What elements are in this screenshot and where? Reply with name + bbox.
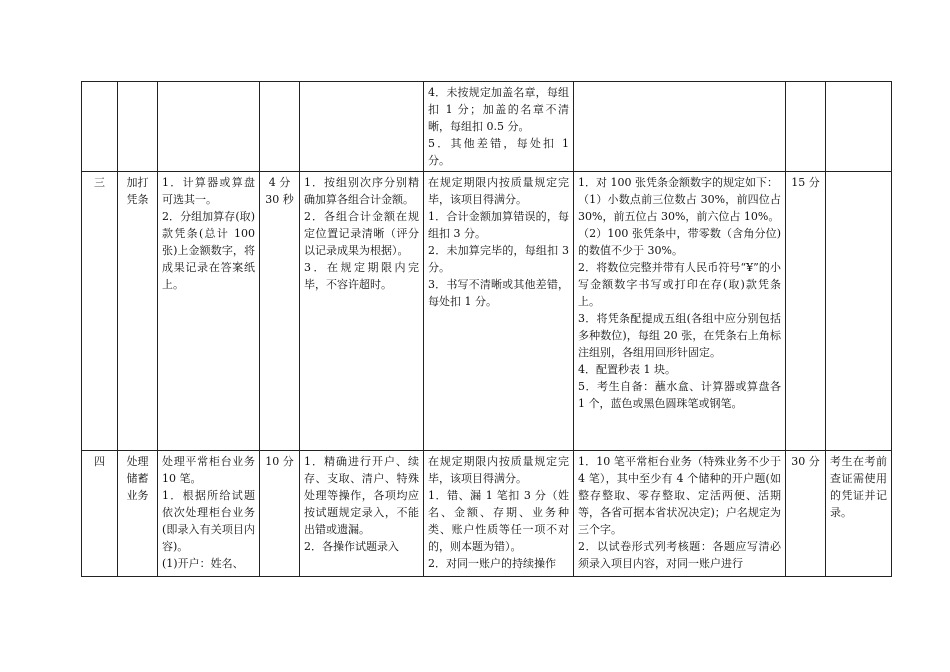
deduction-cell — [424, 82, 574, 172]
deduction-line: 2．未加算完毕的，每组扣 3 分。 — [428, 244, 569, 274]
score: 15 分 — [786, 172, 826, 451]
deduction-line: 在规定期限内按质量规定完毕，该项目得满分。 — [428, 455, 569, 485]
requirement-line: 1．精确进行开户、续存、支取、清户、特殊处理等操作，各项均应按试题规定录入，不能出错或遗漏。 — [304, 455, 419, 536]
content-cell — [158, 172, 260, 451]
requirement-line: 2．各组合计金额在规定位置记录清晰（评分以记录成果为根据）。 — [304, 210, 419, 257]
deduction-line: 在规定期限内按质量规定完毕，该项目得满分。 — [428, 176, 569, 206]
note-line: 2．以试卷形式列考核题：各题应写清必须录入项目内容，对同一账户进行 — [578, 540, 781, 570]
note-line: 2．将数位完整并带有人民币符号“¥”的小写金额数字书写或打印在存(取)款凭条上。 — [578, 261, 781, 308]
note-line: 1．10 笔平常柜台业务（特殊业务不少于 4 笔），其中至少有 4 个储种的开户题(如整存整取、零存整取、定活两便、活期等，各省可据本省状况决定)；户名规定为三个字。 — [578, 455, 781, 536]
requirements-cell — [300, 451, 424, 577]
note-line: 5．考生自备：蘸水盒、计算器或算盘各 1 个，蓝色或黑色圆珠笔或钢笔。 — [578, 380, 781, 410]
deduction-line: 1．错、漏 1 笔扣 3 分（姓名、金额、存期、业务种类、账户性质等任一项不对的，则本题为错）。 — [428, 489, 569, 553]
table-row-continuation — [82, 82, 892, 172]
score: 30 分 — [786, 451, 826, 577]
deduction-line: 3．书写不清晰或其他差错，每处扣 1 分。 — [428, 278, 569, 308]
content-line: 2．分组加算存(取)款凭条(总计 100 张)上金额数字，将成果记录在答案纸上。 — [162, 210, 255, 291]
time-limit: 10 分 — [260, 451, 300, 577]
cell-empty — [260, 82, 300, 172]
note-line: 4．配置秒表 1 块。 — [578, 363, 676, 376]
requirement-line: 1．按组别次序分别精确加算各组合计金额。 — [304, 176, 419, 206]
deduction-line: 1．合计金额加算错误的，每组扣 3 分。 — [428, 210, 569, 240]
cell-empty — [786, 82, 826, 172]
content-line: 1．根据所给试题依次处理柜台业务(即录入有关项目内容)。 — [162, 489, 255, 553]
content-line: (1)开户：姓名、 — [162, 557, 244, 570]
remark: 考生在考前查证需使用的凭证并记录。 — [826, 451, 892, 577]
time-limit: 4 分 30 秒 — [260, 172, 300, 451]
row-number: 四 — [82, 451, 118, 577]
note-line: 3．将凭条配提成五组(各组中应分别包括多种数位)，每组 20 张，在凭条右上角标注组别，各组用回形针固定。 — [578, 312, 781, 359]
deduction-line: 2．对同一账户的持续操作 — [428, 557, 556, 570]
note-line: （1）小数点前三位数占 30%，前四位占 30%，前五位占 30%，前六位占 10%。 — [578, 193, 781, 223]
notes-cell — [574, 172, 786, 451]
note-line: 1．对 100 张凭条金额数字的规定如下： — [578, 176, 778, 189]
cell-empty — [158, 82, 260, 172]
cell-empty — [826, 82, 892, 172]
table-row-4 — [82, 451, 892, 577]
deduction-line: 4．未按规定加盖名章，每组扣 1 分；加盖的名章不清晰，每组扣 0.5 分。 — [428, 86, 569, 133]
notes-cell — [574, 451, 786, 577]
requirement-line: 2．各操作试题录入 — [304, 540, 399, 553]
deduction-cell — [424, 172, 574, 451]
content-line: 1．计算器或算盘可选其一。 — [162, 176, 255, 206]
deduction-cell — [424, 451, 574, 577]
content-cell — [158, 451, 260, 577]
deduction-line: 5．其他差错，每处扣 1 分。 — [428, 137, 569, 167]
requirement-line: 3．在规定期限内完毕，不容许超时。 — [304, 261, 419, 291]
cell-empty — [118, 82, 158, 172]
remark — [826, 172, 892, 451]
scoring-table — [81, 81, 892, 577]
cell-empty — [300, 82, 424, 172]
item-name: 加打凭条 — [118, 172, 158, 451]
cell-empty — [574, 82, 786, 172]
cell-empty — [82, 82, 118, 172]
table-row-3 — [82, 172, 892, 451]
row-number: 三 — [82, 172, 118, 451]
item-name: 处理储蓄业务 — [118, 451, 158, 577]
note-line: （2）100 张凭条中，带零数（含角分位)的数值不少于 30%。 — [578, 227, 781, 257]
requirements-cell — [300, 172, 424, 451]
content-line: 处理平常柜台业务 10 笔。 — [162, 455, 255, 485]
